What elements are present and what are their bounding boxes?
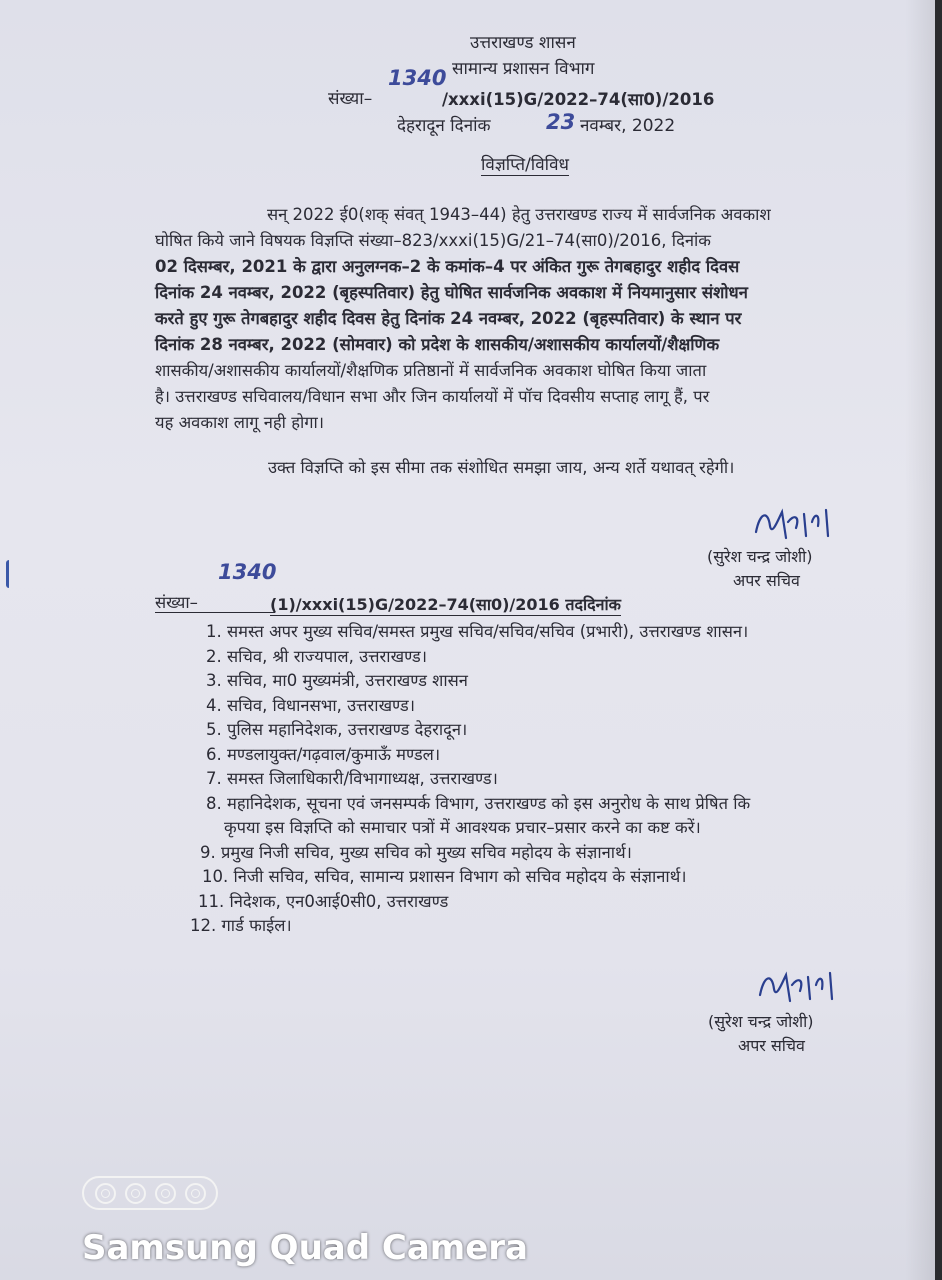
body-line: घोषित किये जाने विषयक विज्ञप्ति संख्या–823/xxxi(15)G/21–74(सा0)/2016, दिनांक bbox=[155, 231, 711, 250]
date-suffix: नवम्बर, 2022 bbox=[580, 116, 676, 136]
ref-suffix: /xxxi(15)G/2022–74(सा0)/2016 bbox=[442, 90, 715, 109]
camera-lens-icon bbox=[95, 1183, 116, 1204]
signatory-designation: अपर सचिव bbox=[733, 571, 800, 590]
distribution-ref-suffix: (1)/xxxi(15)G/2022–74(सा0)/2016 तददिनांक bbox=[270, 595, 621, 614]
quad-camera-icon bbox=[82, 1176, 218, 1210]
ref-underline bbox=[155, 612, 275, 613]
list-item: 9. प्रमुख निजी सचिव, मुख्य सचिव को मुख्य सचिव महोदय के संज्ञानार्थ। bbox=[200, 842, 632, 862]
signature-mark bbox=[752, 955, 842, 1015]
list-item: 4. सचिव, विधानसभा, उत्तराखण्ड। bbox=[206, 695, 415, 715]
body-line: दिनांक 24 नवम्बर, 2022 (बृहस्पतिवार) हेतु घोषित सार्वजनिक अवकाश में नियमानुसार संशोधन bbox=[155, 283, 748, 302]
subject-heading: विज्ञप्ति/विविध bbox=[481, 152, 569, 176]
body-line: यह अवकाश लागू नही होगा। bbox=[155, 413, 325, 432]
ref-prefix: संख्या– bbox=[328, 89, 373, 109]
body-line: दिनांक 28 नवम्बर, 2022 (सोमवार) को प्रदेश के शासकीय/अशासकीय कार्यालयों/शैक्षणिक bbox=[155, 335, 720, 354]
list-item: 8. महानिदेशक, सूचना एवं जनसम्पर्क विभाग, उत्तराखण्ड को इस अनुरोध के साथ प्रेषित कि bbox=[206, 793, 751, 813]
signatory-name: (सुरेश चन्द्र जोशी) bbox=[708, 1012, 814, 1031]
date-day-handwritten: 23 bbox=[546, 110, 576, 134]
pen-mark bbox=[6, 560, 12, 588]
distribution-list bbox=[190, 620, 920, 939]
body-line: सन् 2022 ई0(शक् संवत् 1943–44) हेतु उत्तराखण्ड राज्य में सार्वजनिक अवकाश bbox=[267, 205, 771, 224]
list-item: 6. मण्डलायुक्त/गढ़वाल/कुमाऊँ मण्डल। bbox=[206, 744, 441, 764]
list-item: 12. गार्ड फाईल। bbox=[190, 916, 292, 935]
place-date-prefix: देहरादून दिनांक bbox=[397, 116, 491, 136]
closing-line: उक्त विज्ञप्ति को इस सीमा तक संशोधित समझा जाय, अन्य शर्ते यथावत् रहेगी। bbox=[268, 458, 735, 477]
list-item: 1. समस्त अपर मुख्य सचिव/समस्त प्रमुख सचिव/सचिव/सचिव (प्रभारी), उत्तराखण्ड शासन। bbox=[206, 622, 749, 641]
list-item: 5. पुलिस महानिदेशक, उत्तराखण्ड देहरादून। bbox=[206, 720, 468, 739]
list-item: 3. सचिव, मा0 मुख्यमंत्री, उत्तराखण्ड शासन bbox=[206, 671, 468, 690]
body-line: है। उत्तराखण्ड सचिवालय/विधान सभा और जिन कार्यालयों में पॉच दिवसीय सप्ताह लागू हैं, पर bbox=[155, 387, 710, 406]
distribution-ref-handwritten: 1340 bbox=[218, 560, 277, 584]
list-item: 2. सचिव, श्री राज्यपाल, उत्तराखण्ड। bbox=[206, 646, 427, 666]
body-line: शासकीय/अशासकीय कार्यालयों/शैक्षणिक प्रतिष्ठानों में सार्वजनिक अवकाश घोषित किया जाता bbox=[155, 361, 707, 380]
list-item: कृपया इस विज्ञप्ति को समाचार पत्रों में आवश्यक प्रचार–प्रसार करने का कष्ट करें। bbox=[224, 818, 701, 837]
list-item: 7. समस्त जिलाधिकारी/विभागाध्यक्ष, उत्तराखण्ड। bbox=[206, 769, 498, 788]
signature-mark bbox=[748, 492, 838, 552]
signatory-designation: अपर सचिव bbox=[738, 1036, 805, 1055]
notification-body bbox=[155, 202, 917, 436]
camera-watermark: Samsung Quad Camera bbox=[82, 1228, 529, 1268]
camera-lens-icon bbox=[125, 1183, 146, 1204]
camera-lens-icon bbox=[155, 1183, 176, 1204]
ref-number-handwritten: 1340 bbox=[388, 66, 447, 90]
signatory-name: (सुरेश चन्द्र जोशी) bbox=[707, 547, 813, 566]
body-line: करते हुए गुरू तेगबहादुर शहीद दिवस हेतु दिनांक 24 नवम्बर, 2022 (बृहस्पतिवार) के स्थान पर bbox=[155, 309, 742, 328]
list-item: 11. निदेशक, एन0आई0सी0, उत्तराखण्ड bbox=[198, 891, 449, 911]
header-line-2: सामान्य प्रशासन विभाग bbox=[452, 59, 595, 79]
distribution-ref-prefix: संख्या– bbox=[155, 593, 198, 612]
list-item: 10. निजी सचिव, सचिव, सामान्य प्रशासन विभाग को सचिव महोदय के संज्ञानार्थ। bbox=[202, 867, 687, 886]
header-line-1: उत्तराखण्ड शासन bbox=[470, 33, 576, 53]
camera-lens-icon bbox=[185, 1183, 206, 1204]
body-line: 02 दिसम्बर, 2021 के द्वारा अनुलग्नक–2 के कमांक–4 पर अंकित गुरू तेगबहादुर शहीद दिवस bbox=[155, 257, 740, 276]
